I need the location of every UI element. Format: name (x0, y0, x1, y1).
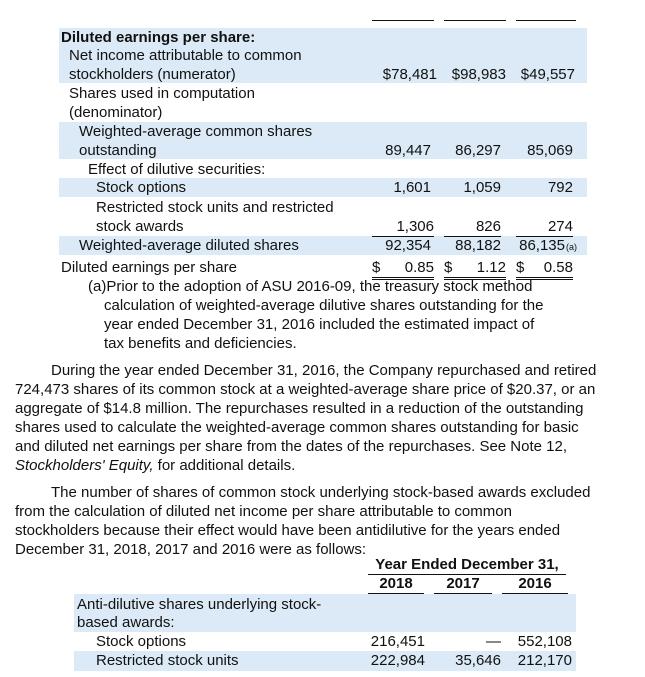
rsu-2018: 1,306 (372, 218, 434, 237)
diluted-shares-2018: 92,354 (385, 237, 431, 254)
anti-dilutive-label-2: based awards: (77, 614, 175, 631)
header-rule-col2 (444, 20, 506, 21)
para1-line-5: and diluted net earnings per share from the dates of the repurchases. See Note 12, (15, 438, 568, 455)
stock-options-2016: 792 (547, 179, 573, 196)
bottom-stock-options-2016: 552,108 (517, 633, 572, 650)
eps-2017-cell (444, 259, 506, 280)
rsu-label-1: Restricted stock units and restricted (96, 199, 334, 216)
bottom-rsu-2018: 222,984 (370, 652, 425, 669)
bottom-rsu-label: Restricted stock units (96, 652, 239, 669)
bottom-stock-options-label: Stock options (96, 633, 187, 650)
eps-2017-value: 1.12 (476, 259, 506, 276)
bottom-rsu-2016: 212,170 (517, 652, 572, 669)
net-income-label-2: stockholders (numerator) (69, 66, 236, 83)
para1-line-6 (15, 457, 295, 475)
bottom-stock-options-2018: 216,451 (370, 633, 425, 650)
para1-line-1: During the year ended December 31, 2016, the Company repurchased and retired (51, 362, 597, 379)
stockholders-equity-reference: Stockholders' Equity, (15, 457, 154, 474)
para1-line-6-rest: for additional details. (153, 457, 296, 474)
header-rule-col1 (372, 20, 434, 21)
year-2017: 2017 (434, 575, 492, 594)
footnote-line-3: year ended December 31, 2016 included the estimated impact of (104, 316, 535, 333)
net-income-2016: $49,557 (520, 66, 575, 83)
eps-label: Diluted earnings per share (61, 259, 237, 276)
year-2016: 2016 (502, 575, 568, 594)
year-ended-header: Year Ended December 31, (368, 556, 566, 575)
bottom-stock-options-2017: — (486, 633, 501, 650)
eps-2018-currency: $ (372, 259, 381, 276)
header-rule-col3 (516, 20, 576, 21)
table-title: Diluted earnings per share: (61, 29, 256, 46)
stock-options-2018: 1,601 (393, 179, 431, 196)
para1-line-2: 724,473 shares of its common stock at a weighted-average share price of $20.37, or an (15, 381, 596, 398)
para1-line-4: shares used to calculate the weighted-average common shares outstanding for basic (15, 419, 579, 436)
diluted-shares-2017: 88,182 (455, 237, 501, 254)
diluted-shares-label: Weighted-average diluted shares (79, 237, 299, 254)
diluted-shares-footnote-ref: (a) (566, 242, 577, 252)
eps-2018-value: 0.85 (404, 259, 434, 276)
eps-2016-value: 0.58 (543, 259, 573, 276)
net-income-2018: $78,481 (382, 66, 437, 83)
rsu-label-2: stock awards (96, 218, 184, 235)
para2-line-3: stockholders because their effect would have been antidilutive for the years ended (15, 522, 561, 539)
footnote-line-1: (a)Prior to the adoption of ASU 2016-09, the treasury stock method (88, 278, 533, 295)
bottom-rsu-2017: 35,646 (455, 652, 501, 669)
rsu-2016: 274 (516, 218, 573, 237)
shares-used-label-2: (denominator) (69, 104, 163, 121)
net-income-label-1: Net income attributable to common (69, 47, 302, 64)
weighted-2016: 85,069 (527, 142, 573, 159)
footnote-line-4: tax benefits and deficiencies. (104, 335, 297, 352)
eps-2016-cell (516, 259, 573, 280)
anti-dilutive-label-1: Anti-dilutive shares underlying stock- (77, 596, 322, 613)
shares-used-label-1: Shares used in computation (69, 85, 255, 102)
rsu-2017: 826 (444, 218, 501, 237)
weighted-label-2: outstanding (79, 142, 157, 159)
para2-line-4: December 31, 2018, 2017 and 2016 were as follows: (15, 541, 367, 558)
diluted-shares-2016: 86,135 (519, 237, 565, 254)
net-income-2017: $98,983 (451, 66, 506, 83)
weighted-label-1: Weighted-average common shares (79, 123, 313, 140)
stock-options-2017: 1,059 (463, 179, 501, 196)
stock-options-label: Stock options (96, 179, 187, 196)
para2-line-1: The number of shares of common stock underlying stock-based awards excluded (51, 484, 591, 501)
eps-2018-cell (372, 259, 434, 280)
para1-line-3: aggregate of $14.8 million. The repurchases resulted in a reduction of the outstanding (15, 400, 584, 417)
footnote-line-2: calculation of weighted-average dilutive shares outstanding for the (104, 297, 544, 314)
year-2018: 2018 (368, 575, 424, 594)
effect-label: Effect of dilutive securities: (88, 161, 266, 178)
para2-line-2: from the calculation of diluted net income per share attributable to common (15, 503, 512, 520)
weighted-2018: 89,447 (385, 142, 431, 159)
weighted-2017: 86,297 (455, 142, 501, 159)
eps-2017-currency: $ (444, 259, 453, 276)
eps-2016-currency: $ (516, 259, 525, 276)
